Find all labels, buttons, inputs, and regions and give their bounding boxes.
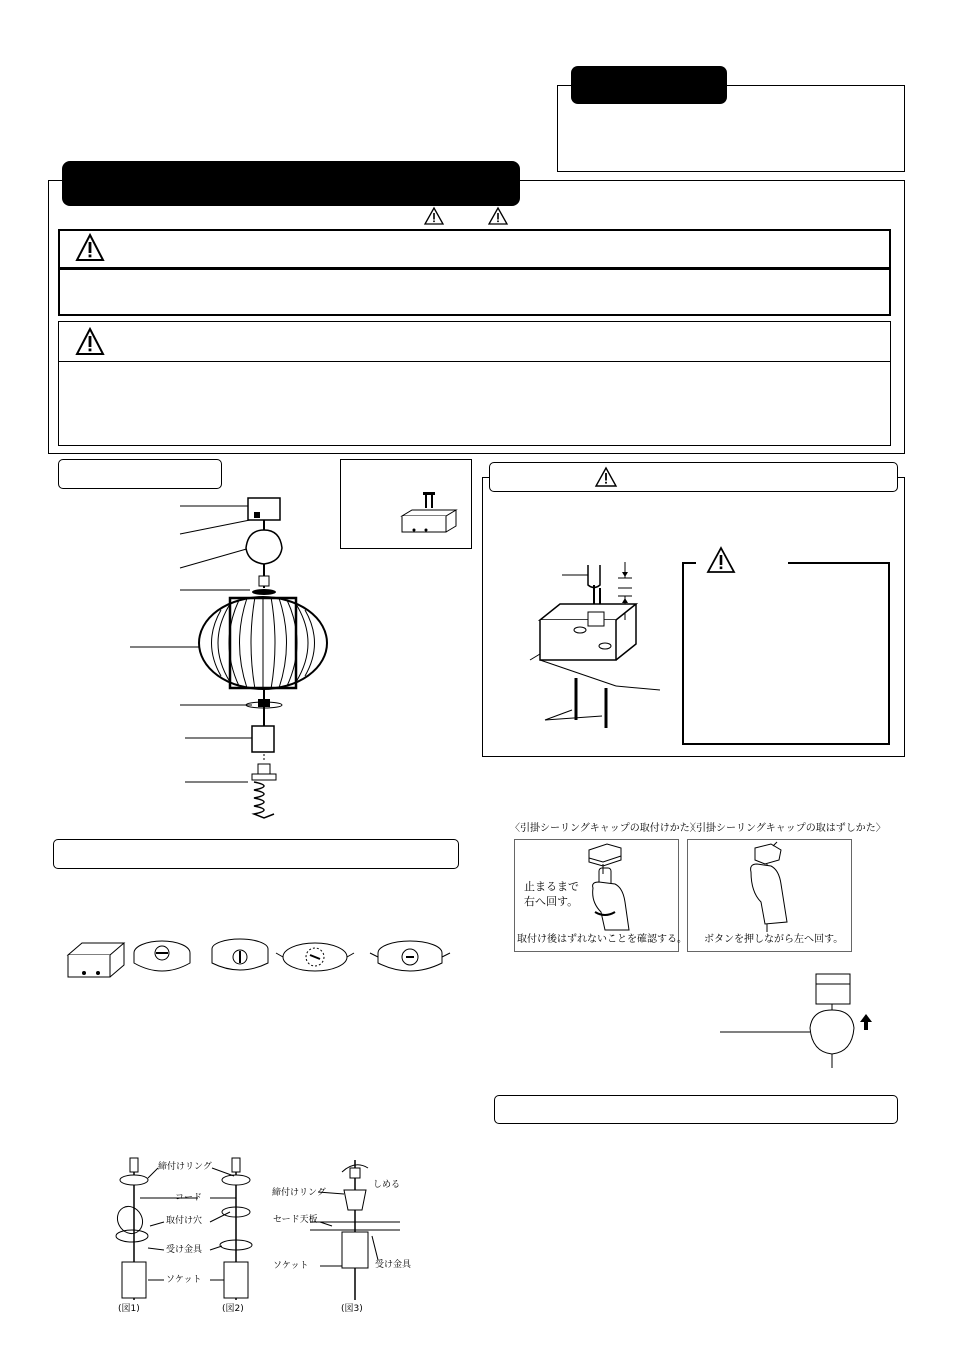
label-shade-top: セード天板	[273, 1215, 318, 1225]
label-hole: 取付け穴	[166, 1216, 203, 1226]
mounting-block-diagram	[530, 560, 660, 740]
caution-legend-icon	[488, 207, 508, 225]
hand-remove-icon	[745, 842, 800, 932]
label-socket-3: ソケット	[273, 1261, 309, 1271]
install-cap-note: 取付け後はずれないことを確認する。	[517, 934, 687, 945]
install-cap-step1: 止まるまで	[524, 880, 579, 893]
warning-legend-icon	[424, 207, 444, 225]
fig1-caption: (図1)	[118, 1304, 140, 1314]
mounting-block-icon	[400, 490, 460, 540]
label-bracket-3: 受け金具	[375, 1260, 412, 1270]
remove-cap-note: ボタンを押しながら左へ回す。	[704, 934, 844, 945]
caution-body-box	[58, 361, 891, 446]
safety-heading-bar	[62, 161, 520, 206]
lower-right-heading-box	[494, 1095, 898, 1124]
label-socket: ソケット	[166, 1275, 202, 1285]
ceiling-types-heading-box	[53, 839, 459, 869]
install-cap-step2: 右へ回す。	[524, 895, 579, 908]
remove-cap-caption: 〈引掛シーリングキャップの取はずしかた〉	[686, 823, 886, 834]
pendant-lamp-diagram	[130, 490, 340, 820]
label-ring-3: 締付けリング	[272, 1188, 326, 1198]
warning-header-box	[58, 229, 891, 269]
caution-header-box	[58, 321, 891, 362]
canopy-pushup-diagram	[718, 970, 878, 1070]
ceiling-fixture-types	[60, 925, 450, 990]
top-right-heading-bar	[571, 66, 727, 104]
label-ring: 締付けリング	[158, 1162, 212, 1172]
warning-icon	[75, 233, 105, 263]
fig2-caption: (図2)	[222, 1304, 244, 1314]
socket-assembly-diagram	[110, 1150, 420, 1320]
fig3-caption: (図3)	[341, 1304, 363, 1314]
install-caution-box	[682, 562, 890, 745]
install-heading-box	[489, 462, 898, 492]
label-bracket: 受け金具	[166, 1245, 203, 1255]
hand-install-icon	[585, 842, 635, 932]
label-cord: コード	[175, 1193, 203, 1203]
warning-body-box	[58, 268, 891, 316]
install-caution-icon	[595, 467, 617, 487]
label-tighten: しめる	[373, 1180, 401, 1190]
parts-heading-box	[58, 459, 222, 489]
install-caution-box-icon	[706, 546, 736, 574]
install-cap-caption: 〈引掛シーリングキャップの取付けかた〉	[510, 823, 700, 834]
caution-icon	[75, 327, 105, 357]
